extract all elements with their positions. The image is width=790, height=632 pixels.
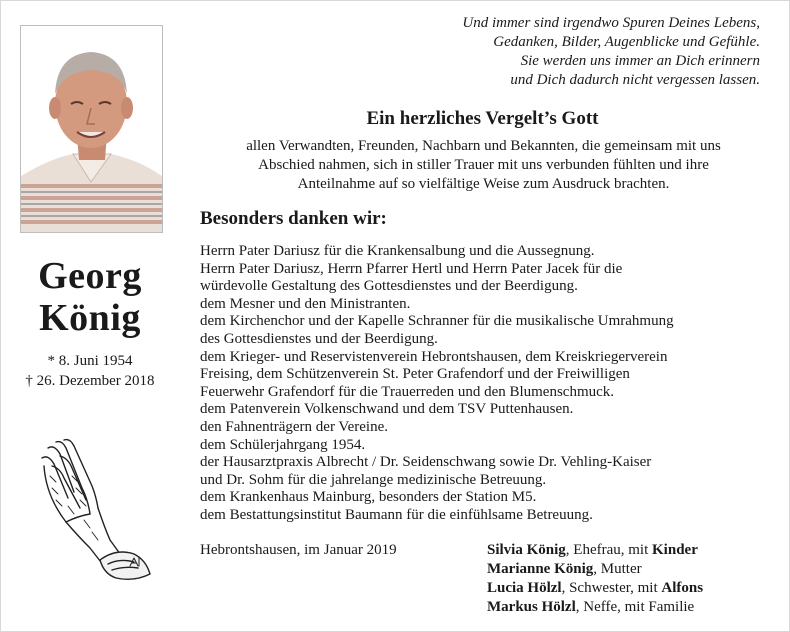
birth-date: * 8. Juni 1954 <box>47 353 133 369</box>
signer-with: Alfons <box>661 580 704 596</box>
thanks-line: dem Krieger- und Reservistenverein Hebrontshausen, dem Kreiskriegerverein <box>200 348 668 365</box>
thanks-line: der Hausarztpraxis Albrecht / Dr. Seidenschwang sowie Dr. Vehling-Kaiser <box>200 454 652 471</box>
thanks-line: würdevolle Gestaltung des Gottesdienstes und der Beerdigung. <box>200 278 578 295</box>
intro-line: Abschied nahmen, sich in stiller Trauer mit uns verbunden fühlten und ihre <box>258 157 709 173</box>
thanks-intro <box>196 137 771 194</box>
thanks-line: dem Kirchenchor und der Kapelle Schranner für die musikalische Umrahmung <box>200 313 674 330</box>
thanks-line: dem Patenverein Volkenschwand und dem TSV Puttenhausen. <box>200 401 574 418</box>
quote-line: Und immer sind irgendwo Spuren Deines Lebens, <box>462 15 760 31</box>
signer-relation: , Ehefrau, mit <box>565 542 653 558</box>
quote-line: Sie werden uns immer an Dich erinnern <box>520 53 760 69</box>
thanks-line: Freising, dem Schützenverein St. Peter Grafendorf und der Freiwilligen <box>200 366 630 383</box>
praying-hands-icon <box>38 436 156 584</box>
deceased-first-name: Georg <box>38 255 142 297</box>
signer-line <box>487 598 703 617</box>
thanks-line: des Gottesdienstes und der Beerdigung. <box>200 330 438 347</box>
signers-list <box>487 541 703 617</box>
signer-name: Lucia Hölzl <box>487 580 562 596</box>
thanks-line: dem Krankenhaus Mainburg, besonders der Station M5. <box>200 489 537 506</box>
thanks-line: den Fahnenträgern der Vereine. <box>200 418 388 435</box>
intro-line: Anteilnahme auf so vielfältige Weise zum Ausdruck brachten. <box>297 176 670 192</box>
quote-line: und Dich dadurch nicht vergessen lassen. <box>510 72 760 88</box>
signer-relation: , Schwester, mit <box>561 580 662 596</box>
signer-relation: , Neffe, mit Familie <box>575 599 695 615</box>
portrait-illustration <box>21 26 162 232</box>
death-date: † 26. Dezember 2018 <box>25 373 155 389</box>
intro-line: allen Verwandten, Freunden, Nachbarn und Bekannten, die gemeinsam mit uns <box>246 138 721 154</box>
thanks-line: dem Schülerjahrgang 1954. <box>200 436 366 453</box>
memorial-quote <box>300 14 760 90</box>
thanks-line: Feuerwehr Grafendorf für die Trauerreden und den Blumenschmuck. <box>200 383 615 400</box>
thanks-line: Herrn Pater Dariusz für die Krankensalbung und die Aussegnung. <box>200 243 595 259</box>
special-thanks-heading: Besonders danken wir: <box>200 208 387 229</box>
signer-with: Kinder <box>652 542 698 558</box>
signer-name: Markus Hölzl <box>487 599 576 615</box>
deceased-last-name: König <box>39 297 141 339</box>
signer-name: Silvia König <box>487 542 566 558</box>
thanks-heading: Ein herzliches Vergelt’s Gott <box>366 108 599 129</box>
thanks-line: dem Bestattungsinstitut Baumann für die einfühlsame Betreuung. <box>200 506 593 523</box>
quote-line: Gedanken, Bilder, Augenblicke und Gefühle. <box>493 34 760 50</box>
signer-line <box>487 541 703 560</box>
signer-line <box>487 579 703 598</box>
signer-name: Marianne König <box>487 561 594 577</box>
thanks-line: Herrn Pater Dariusz, Herrn Pfarrer Hertl und Herrn Pater Jacek für die <box>200 260 623 277</box>
thanks-line: dem Mesner und den Ministranten. <box>200 295 411 312</box>
place-and-date: Hebrontshausen, im Januar 2019 <box>200 542 397 558</box>
thanks-line: und Dr. Sohm für die jahrelange medizinische Betreuung. <box>200 471 547 488</box>
signer-line <box>487 560 703 579</box>
signer-relation: , Mutter <box>593 561 642 577</box>
thanks-list <box>200 243 770 525</box>
portrait-photo <box>20 25 163 233</box>
